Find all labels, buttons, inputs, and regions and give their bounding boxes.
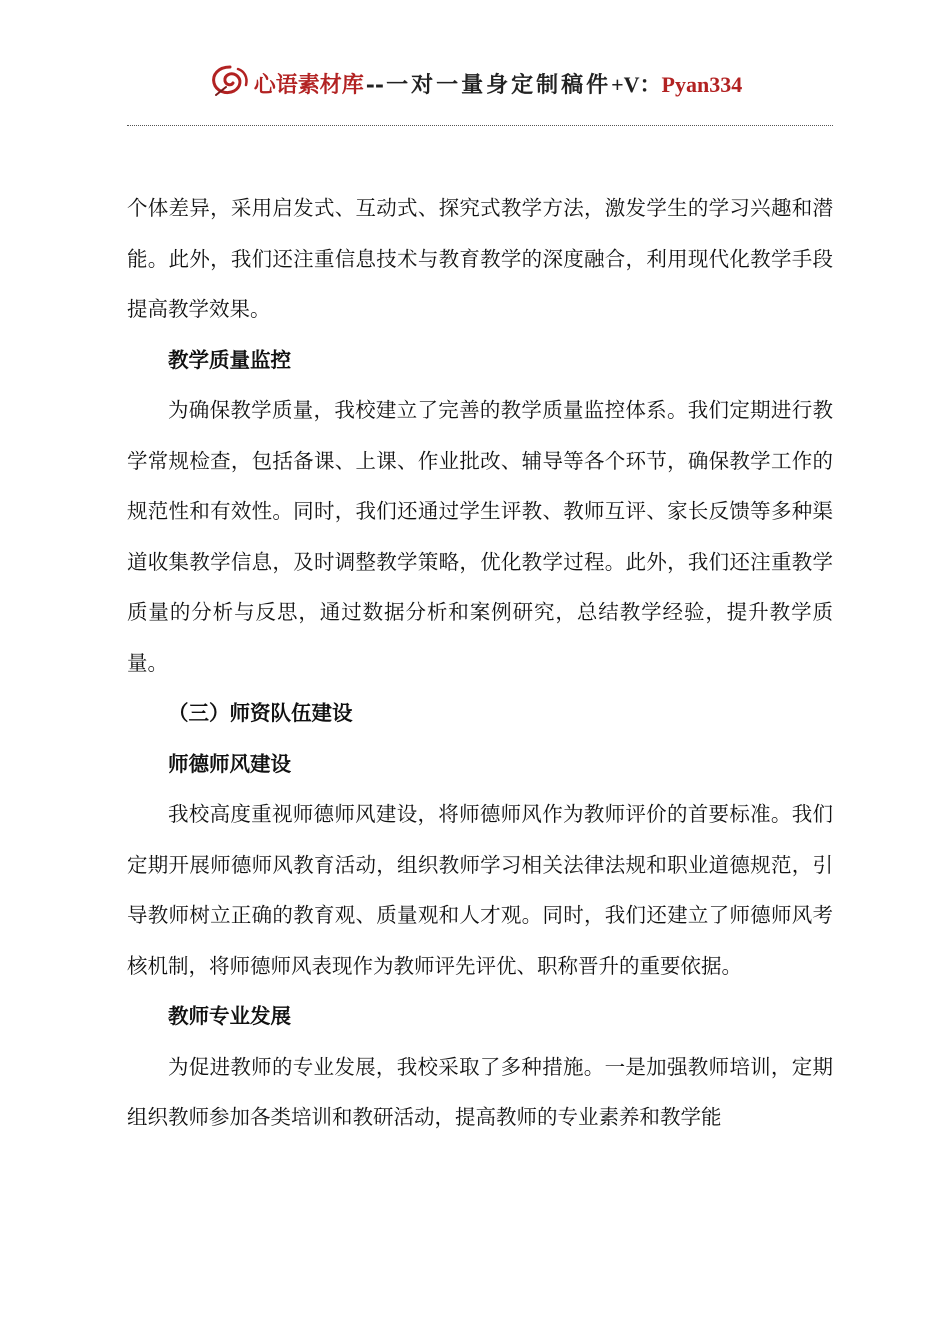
contact-label: +V： bbox=[611, 71, 662, 97]
brand-slogan: 一对一量身定制稿件 bbox=[386, 71, 612, 98]
brand-dashes: -- bbox=[365, 71, 385, 98]
header-divider bbox=[127, 125, 833, 126]
paragraph-3: 我校高度重视师德师风建设，将师德师风作为教师评价的首要标准。我们定期开展师德师风教育活动，组织教师学习相关法律法规和职业道德规范，引导教师树立正确的教育观、质量观和人才观。同时，我们还建立了师德师风考核机制，将师德师风表现作为教师评先评优、职称晋升的重要依据。 bbox=[127, 802, 833, 978]
page-header bbox=[0, 58, 950, 108]
heading-professional-development: 教师专业发展 bbox=[168, 1004, 291, 1028]
brand-name: 心语素材库 bbox=[253, 71, 364, 98]
document-body bbox=[127, 183, 833, 1143]
paragraph-2: 为确保教学质量，我校建立了完善的教学质量监控体系。我们定期进行教学常规检查，包括备课、上课、作业批改、辅导等各个环节，确保教学工作的规范性和有效性。同时，我们还通过学生评教、教师互评、家长反馈等多种渠道收集教学信息，及时调整教学策略，优化教学过程。此外，我们还注重教学质量的分析与反思，通过数据分析和案例研究，总结教学经验，提升教学质量。 bbox=[127, 398, 833, 675]
heading-teacher-ethics: 师德师风建设 bbox=[168, 751, 291, 776]
section-heading-teaching-staff: （三）师资队伍建设 bbox=[168, 701, 353, 725]
swirl-logo-icon bbox=[208, 61, 252, 101]
paragraph-4: 为促进教师的专业发展，我校采取了多种措施。一是加强教师培训，定期组织教师参加各类培训和教研活动，提高教师的专业素养和教学能 bbox=[127, 1054, 833, 1129]
heading-quality-monitoring: 教学质量监控 bbox=[168, 347, 291, 372]
header-title bbox=[254, 68, 742, 99]
paragraph-1: 个体差异，采用启发式、互动式、探究式教学方法，激发学生的学习兴趣和潜能。此外，我们还注重信息技术与教育教学的深度融合，利用现代化教学手段提高教学效果。 bbox=[127, 196, 833, 321]
contact-id: Pyan334 bbox=[661, 71, 743, 97]
